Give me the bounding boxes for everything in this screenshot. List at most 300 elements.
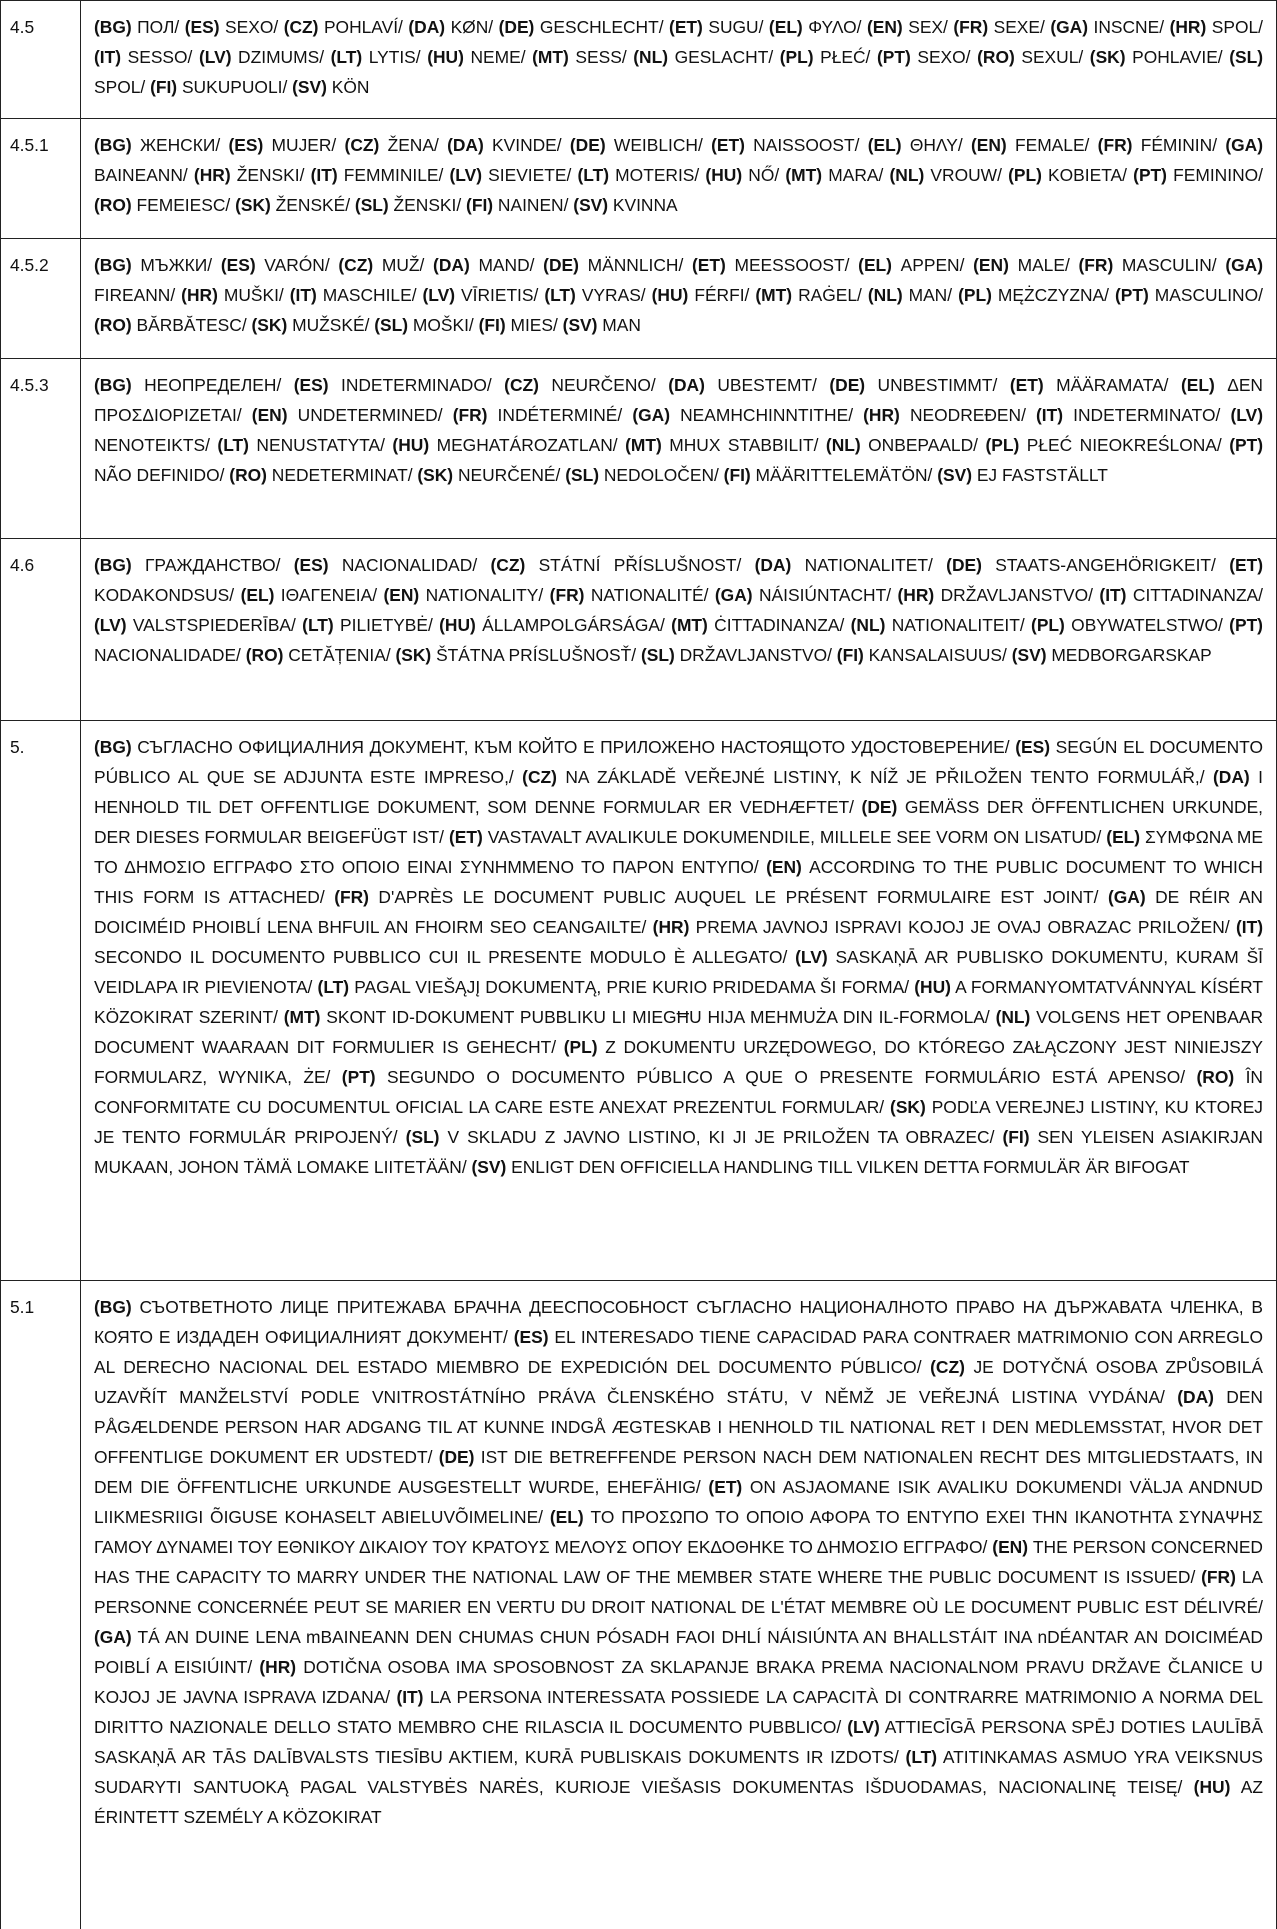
- language-code: (DE): [438, 1447, 475, 1467]
- language-segment: [374, 315, 478, 335]
- language-code: (PT): [1114, 285, 1149, 305]
- translation-text: STAATS-ANGEHÖRIGKEIT/: [981, 555, 1230, 575]
- translation-text: SESS/: [568, 47, 634, 67]
- language-code: (HR): [1169, 17, 1207, 37]
- translation-text: UNBESTIMMT/: [865, 375, 1010, 395]
- translation-text: NENOTEIKTS/: [94, 435, 218, 455]
- translation-text: INDÉTERMINÉ/: [487, 405, 633, 425]
- translation-text: NEODREĐEN/: [899, 405, 1037, 425]
- translation-text: MAN: [597, 315, 641, 335]
- row-text: [81, 119, 1277, 239]
- language-code: (IT): [1235, 917, 1263, 937]
- language-segment: [867, 17, 953, 37]
- language-segment: [217, 435, 392, 455]
- language-code: (PL): [779, 47, 814, 67]
- language-code: (HU): [1193, 1777, 1231, 1797]
- translation-text: ΑΡΡΕΝ/: [891, 255, 974, 275]
- translation-text: KANSALAISUUS/: [863, 645, 1012, 665]
- translation-text: KØN/: [445, 17, 499, 37]
- language-segment: [294, 555, 491, 575]
- translation-text: DE RÉIR AN DOICIMÉID PHOIBLÍ LENA BHFUIL AN FHOIRM SEO CEANGAILTE/: [94, 887, 1263, 937]
- translation-text: INDETERMINADO/: [328, 375, 505, 395]
- translation-text: DRŽAVLJANSTVO/: [934, 585, 1100, 605]
- language-segment: [302, 615, 439, 635]
- translation-text: SEXO/: [910, 47, 978, 67]
- language-code: (CZ): [504, 375, 539, 395]
- translation-text: FÉRFI/: [688, 285, 756, 305]
- translation-text: SEXO/: [219, 17, 284, 37]
- language-code: (ET): [711, 135, 745, 155]
- language-code: (ES): [184, 17, 220, 37]
- translation-text: ŽENSKI/: [388, 195, 467, 215]
- translation-text: AZ ÉRINTETT SZEMÉLY A KÖZOKIRAT: [94, 1777, 1263, 1827]
- language-segment: [633, 47, 780, 67]
- language-code: (SL): [374, 315, 409, 335]
- translation-text: ŽENA/: [379, 135, 448, 155]
- language-segment: [453, 405, 633, 425]
- row-number: 4.5.2: [1, 239, 81, 359]
- translation-text: NEME/: [463, 47, 533, 67]
- language-code: (PT): [1229, 615, 1263, 635]
- language-code: (LT): [544, 285, 576, 305]
- translation-text: KÖN: [326, 77, 370, 97]
- language-segment: [1031, 615, 1229, 635]
- translation-text: STÁTNÍ PŘÍSLUŠNOST/: [525, 555, 755, 575]
- language-code: (HR): [863, 405, 900, 425]
- language-segment: [705, 165, 785, 185]
- language-code: (GA): [1225, 255, 1263, 275]
- translation-text: FÉMININ/: [1132, 135, 1226, 155]
- language-code: (FI): [1002, 1127, 1030, 1147]
- language-code: (NL): [825, 435, 861, 455]
- language-segment: [1115, 285, 1263, 305]
- translation-text: A FORMANYOMTATVÁNNYAL KÍSÉRT KÖZOKIRAT SZERINT/: [94, 977, 1264, 1027]
- language-code: (FI): [466, 195, 494, 215]
- language-code: (BG): [94, 1297, 132, 1317]
- language-code: (NL): [850, 615, 886, 635]
- translation-text: NŐ/: [742, 165, 786, 185]
- language-segment: [780, 47, 877, 67]
- translation-text: VROUW/: [924, 165, 1009, 185]
- translation-text: ΣΥΜΦΩΝΑ ΜΕ ΤΟ ΔΗΜΟΣΙΟ ΕΓΓΡΑΦΟ ΣΤΟ ΟΠΟΙΟ ΕΙΝΑΙ ΣΥΝΗΜΜΕΝΟ ΤΟ ΠΑΡΟΝ ΕΝΤΥΠΟ/: [94, 827, 1264, 877]
- language-code: (EN): [383, 585, 420, 605]
- language-segment: [94, 737, 1015, 757]
- translation-text: SUKUPUOLI/: [177, 77, 293, 97]
- language-code: (PL): [563, 1037, 598, 1057]
- language-segment: [331, 47, 428, 67]
- language-segment: [252, 405, 453, 425]
- language-code: (BG): [94, 135, 132, 155]
- language-code: (RO): [94, 315, 132, 335]
- translation-text: EL INTERESADO TIENE CAPACIDAD PARA CONTRAER MATRIMONIO CON ARREGLO AL DERECHO NACIONAL DEL ESTADO MIEMBRO DE EXPEDICIÓN DEL DOCUMENTO PÚBLICO/: [94, 1327, 1263, 1377]
- language-segment: [1078, 255, 1225, 275]
- translation-text: SKONT ID-DOKUMENT PUBBLIKU LI MIEGĦU HIJA MEHMUŻA DIN IL-FORMOLA/: [320, 1007, 996, 1027]
- language-segment: [958, 285, 1115, 305]
- language-segment: [669, 17, 769, 37]
- language-segment: [292, 77, 369, 97]
- language-code: (SK): [890, 1097, 926, 1117]
- translation-text: PREMA JAVNOJ ISPRAVI KOJOJ JE OVAJ OBRAZAC PRILOŽEN/: [689, 917, 1236, 937]
- language-segment: [199, 47, 331, 67]
- language-code: (FI): [478, 315, 506, 335]
- translation-text: LA PERSONNE CONCERNÉE PEUT SE MARIER EN VERTU DU DROIT NATIONAL DE L'ÉTAT MEMBRE OÙ LE DOCUMENT PUBLIC EST DÉLIVRÉ/: [94, 1567, 1263, 1617]
- translation-text: I HENHOLD TIL DET OFFENTLIGE DOKUMENT, SOM DENNE FORMULAR ER VEDHÆFTET/: [94, 767, 1263, 817]
- language-segment: [383, 585, 549, 605]
- translation-text: MÄÄRITTELEMÄTÖN/: [750, 465, 938, 485]
- translation-text: LA PERSONA INTERESSATA POSSIEDE LA CAPACITÀ DI CONTRARRE MATRIMONIO A NORMA DEL DIRITTO NAZIONALE DELLO STATO MEMBRO CHE RILASCIA IL DOCUMENTO PUBBLICO/: [94, 1687, 1263, 1737]
- language-segment: [318, 977, 915, 997]
- language-segment: [755, 555, 947, 575]
- translation-text: ENLIGT DEN OFFICIELLA HANDLING TILL VILKEN DETTA FORMULÄR ÄR BIFOGAT: [506, 1157, 1190, 1177]
- language-code: (SV): [562, 315, 598, 335]
- language-code: (LT): [577, 165, 610, 185]
- row-number: 4.5.3: [1, 359, 81, 539]
- translation-text: SIEVIETE/: [482, 165, 578, 185]
- language-segment: [284, 17, 409, 37]
- language-code: (LV): [198, 47, 232, 67]
- language-code: (HR): [897, 585, 935, 605]
- language-code: (IT): [94, 47, 122, 67]
- language-segment: [1133, 165, 1263, 185]
- language-segment: [94, 135, 228, 155]
- language-code: (HR): [259, 1657, 297, 1677]
- language-code: (ES): [1015, 737, 1050, 757]
- translation-text: CITTADINANZA/: [1126, 585, 1263, 605]
- language-code: (DA): [433, 255, 470, 275]
- translation-text: СЪГЛАСНО ОФИЦИАЛНИЯ ДОКУМЕНТ, КЪМ КОЙТО Е ПРИЛОЖЕНО НАСТОЯЩОТО УДОСТОВЕРЕНИЕ/: [131, 737, 1016, 757]
- language-segment: [973, 255, 1078, 275]
- language-code: (EN): [973, 255, 1009, 275]
- language-segment: [625, 435, 826, 455]
- language-segment: [355, 195, 466, 215]
- language-code: (DA): [447, 135, 484, 155]
- translation-text: VYRAS/: [575, 285, 652, 305]
- language-segment: [1099, 585, 1263, 605]
- translation-text: ON ASJAOMANE ISIK AVALIKU DOKUMENDI VÄLJA ANDNUD LIIKMESRIIGI ÕIGUSE KOHASELT ABIELUVÕIMELINE/: [94, 1477, 1263, 1527]
- translation-text: MAND/: [469, 255, 544, 275]
- language-code: (SL): [1229, 47, 1264, 67]
- language-segment: [94, 255, 221, 275]
- language-code: (EL): [1180, 375, 1215, 395]
- language-code: (PL): [1031, 615, 1065, 635]
- translation-text: НЕОПРЕДЕЛЕН/: [131, 375, 294, 395]
- language-segment: [150, 77, 292, 97]
- translation-text: ΙΘΑΓΕΝΕΙΑ/: [274, 585, 384, 605]
- language-code: (PT): [341, 1067, 376, 1087]
- translation-text: DRŽAVLJANSTVO/: [674, 645, 837, 665]
- language-code: (GA): [714, 585, 753, 605]
- translation-text: TÁ AN DUINE LENA mBAINEANN DEN CHUMAS CHUN PÓSADH FAOI DHLÍ NÁISIÚNTA AN BHALLSTÁIT INA nDÉANTAR AN DOICIMÉAD POIBLÍ A EISIÚINT/: [94, 1627, 1263, 1677]
- language-code: (PL): [1008, 165, 1042, 185]
- form-row-5-1: [1, 1281, 1277, 1929]
- translation-text: THE PERSON CONCERNED HAS THE CAPACITY TO MARRY UNDER THE NATIONAL LAW OF THE MEMBER STATE WHERE THE PUBLIC DOCUMENT IS ISSUED/: [94, 1537, 1263, 1587]
- language-code: (DA): [1177, 1387, 1214, 1407]
- language-segment: [94, 315, 252, 335]
- language-code: (BG): [94, 375, 132, 395]
- row-number: 5.1: [1, 1281, 81, 1929]
- row-text: [81, 539, 1277, 721]
- language-code: (BG): [94, 17, 132, 37]
- language-code: (EN): [992, 1537, 1029, 1557]
- row-text: [81, 1, 1277, 119]
- translation-text: D'APRÈS LE DOCUMENT PUBLIC AUQUEL LE PRÉSENT FORMULAIRE EST JOINT/: [368, 887, 1108, 907]
- translation-text: PODĽA VEREJNEJ LISTINY, KU KTOREJ JE TENTO FORMULÁR PRIPOJENÝ/: [94, 1097, 1263, 1147]
- translation-text: NATIONALITÉ/: [584, 585, 715, 605]
- language-segment: [1050, 17, 1169, 37]
- translation-text: MEESSOOST/: [725, 255, 859, 275]
- language-segment: [504, 375, 668, 395]
- language-code: (NL): [867, 285, 903, 305]
- language-segment: [392, 435, 625, 455]
- language-code: (DA): [1213, 767, 1250, 787]
- translation-text: FEMMINILE/: [337, 165, 450, 185]
- translation-text: SEXUL/: [1014, 47, 1090, 67]
- language-code: (LV): [449, 165, 483, 185]
- translation-text: GESCHLECHT/: [534, 17, 670, 37]
- language-code: (IT): [310, 165, 338, 185]
- language-segment: [94, 17, 185, 37]
- translation-text: SEXE/: [988, 17, 1051, 37]
- language-code: (LT): [217, 435, 249, 455]
- language-code: (SK): [1089, 47, 1126, 67]
- form-row-4-5: [1, 1, 1277, 119]
- translation-text: MUŽ/: [373, 255, 434, 275]
- language-code: (SV): [292, 77, 327, 97]
- language-code: (SL): [565, 465, 600, 485]
- translation-text: DOTIČNA OSOBA IMA SPOSOBNOST ZA SKLAPANJE BRAKA PREMA NACIONALNOM PRAVU DRŽAVE ČLANICE U KOJOJ JE JAVNA ISPRAVA IZDANA/: [94, 1657, 1263, 1707]
- translation-text: PŁEĆ NIEOKREŚLONA/: [1019, 435, 1230, 455]
- language-code: (ES): [293, 555, 329, 575]
- language-segment: [755, 285, 867, 305]
- language-code: (DE): [829, 375, 866, 395]
- language-segment: [671, 615, 850, 635]
- language-code: (LV): [94, 615, 127, 635]
- language-code: (FI): [836, 645, 864, 665]
- language-code: (EL): [858, 255, 892, 275]
- translation-text: GESLACHT/: [668, 47, 780, 67]
- language-code: (PL): [985, 435, 1020, 455]
- translation-text: NAINEN/: [493, 195, 574, 215]
- translation-text: SECONDO IL DOCUMENTO PUBBLICO CUI IL PRESENTE MODULO È ALLEGATO/: [94, 947, 796, 967]
- language-segment: [94, 555, 294, 575]
- language-code: (CZ): [283, 17, 319, 37]
- language-code: (DE): [569, 135, 606, 155]
- language-code: (EL): [240, 585, 275, 605]
- language-code: (RO): [1196, 1067, 1235, 1087]
- translation-text: MARA/: [822, 165, 890, 185]
- translation-text: NEURČENO/: [538, 375, 669, 395]
- language-code: (ET): [1009, 375, 1044, 395]
- language-code: (SL): [640, 645, 675, 665]
- language-segment: [724, 465, 938, 485]
- translation-text: Z DOKUMENTU URZĘDOWEGO, DO KTÓREGO ZAŁĄCZONY JEST NINIEJSZY FORMULARZ, WYNIKA, ŻE/: [94, 1037, 1263, 1087]
- translation-text: ПОЛ/: [131, 17, 185, 37]
- translation-text: VARÓN/: [255, 255, 339, 275]
- translation-text: MHUX STABBILIT/: [661, 435, 826, 455]
- translation-text: ONBEPAALD/: [860, 435, 986, 455]
- language-code: (PT): [876, 47, 911, 67]
- language-code: (SV): [471, 1157, 507, 1177]
- language-segment: [570, 135, 711, 155]
- translation-text: GEMÄSS DER ÖFFENTLICHEN URKUNDE, DER DIESES FORMULAR BEIGEFÜGT IST/: [94, 797, 1263, 847]
- language-code: (IT): [1036, 405, 1064, 425]
- translation-text: NACIONALIDADE/: [94, 645, 246, 665]
- language-code: (NL): [995, 1007, 1031, 1027]
- language-code: (FR): [1097, 135, 1133, 155]
- language-segment: [711, 135, 868, 155]
- language-segment: [427, 47, 532, 67]
- translation-text: МЪЖКИ/: [131, 255, 221, 275]
- language-code: (MT): [671, 615, 708, 635]
- language-code: (SV): [1011, 645, 1047, 665]
- language-segment: [185, 17, 284, 37]
- language-segment: [228, 135, 344, 155]
- language-code: (BG): [94, 255, 132, 275]
- language-segment: [284, 1007, 996, 1027]
- language-segment: [785, 165, 889, 185]
- language-segment: [858, 255, 973, 275]
- translation-text: PAGAL VIEŠĄJĮ DOKUMENTĄ, PRIE KURIO PRIDEDAMA ŠI FORMA/: [349, 977, 915, 997]
- language-code: (IT): [289, 285, 317, 305]
- language-code: (FR): [1078, 255, 1114, 275]
- language-segment: [449, 827, 1106, 847]
- language-code: (HU): [427, 47, 464, 67]
- translation-text: VASTAVALT AVALIKULE DOKUMENDILE, MILLELE SEE VORM ON LISATUD/: [482, 827, 1107, 847]
- language-code: (FI): [723, 465, 751, 485]
- translation-text: ΤΟ ΠΡΟΣΩΠΟ ΤΟ ΟΠΟΙΟ ΑΦΟΡΑ ΤΟ ΕΝΤΥΠΟ ΕΧΕΙ ΤΗΝ ΙΚΑΝΟΤΗΤΑ ΣΥΝΑΨΗΣ ΓΑΜΟΥ ΔΥΝΑΜΕΙ ΤΟΥ ΕΘΝΙΚΟΥ ΔΙΚΑΙΟΥ ΤΟΥ ΚΡΑΤΟΥΣ ΜΕΛΟΥΣ ΟΠΟΥ ΕΚΔΟΘΗΚΕ ΤΟ ΔΗΜΟΣΙΟ ΕΓΓΡΑΦΟ/: [94, 1507, 1263, 1557]
- translation-text: NATIONALITEIT/: [885, 615, 1032, 635]
- language-code: (RO): [94, 195, 132, 215]
- translation-text: ĊITTADINANZA/: [707, 615, 851, 635]
- language-code: (FR): [334, 887, 369, 907]
- language-code: (DA): [754, 555, 792, 575]
- language-segment: [229, 465, 417, 485]
- translation-text: SPOL/: [1206, 17, 1263, 37]
- language-code: (GA): [632, 405, 670, 425]
- translation-text: VALSTSPIEDERĪBA/: [126, 615, 303, 635]
- language-code: (MT): [785, 165, 823, 185]
- row-number: 5.: [1, 721, 81, 1281]
- translation-text: NAISSOOST/: [744, 135, 868, 155]
- language-code: (DA): [668, 375, 705, 395]
- translation-text: SEX/: [902, 17, 954, 37]
- translation-text: DEN PÅGÆLDENDE PERSON HAR ADGANG TIL AT KUNNE INDGÅ ÆGTESKAB I HENHOLD TIL NATIONAL RET I DEN MEDLEMSSTAT, HVOR DET OFFENTLIGE DOKUMENT ER UDSTEDT/: [94, 1387, 1263, 1467]
- translation-text: OBYWATELSTWO/: [1064, 615, 1230, 635]
- language-segment: [837, 645, 1012, 665]
- language-code: (IT): [1099, 585, 1127, 605]
- translation-text: CETĂȚENIA/: [283, 645, 396, 665]
- language-code: (FI): [150, 77, 178, 97]
- language-segment: [641, 645, 837, 665]
- language-code: (FR): [953, 17, 989, 37]
- language-code: (FR): [452, 405, 488, 425]
- language-code: (LV): [1230, 405, 1263, 425]
- language-code: (ET): [448, 827, 483, 847]
- language-code: (RO): [229, 465, 267, 485]
- translation-text: WEIBLICH/: [605, 135, 712, 155]
- language-code: (HR): [181, 285, 218, 305]
- language-segment: [94, 615, 302, 635]
- translation-text: SEGUNDO O DOCUMENTO PÚBLICO A QUE O PRESENTE FORMULÁRIO ESTÁ APENSO/: [375, 1067, 1197, 1087]
- translation-text: ЖЕНСКИ/: [131, 135, 229, 155]
- language-code: (RO): [977, 47, 1015, 67]
- language-code: (EN): [251, 405, 288, 425]
- translation-text: ŠTÁTNA PRÍSLUŠNOSŤ/: [431, 645, 641, 665]
- language-code: (LT): [302, 615, 334, 635]
- language-segment: [668, 375, 829, 395]
- translation-text: KVINNA: [608, 195, 678, 215]
- form-row-4-5-3: [1, 359, 1277, 539]
- translation-text: ACCORDING TO THE PUBLIC DOCUMENT TO WHICH THIS FORM IS ATTACHED/: [94, 857, 1263, 907]
- translation-text: FIREANN/: [94, 285, 182, 305]
- language-segment: [311, 165, 450, 185]
- language-segment: [715, 585, 898, 605]
- language-code: (HR): [193, 165, 231, 185]
- language-segment: [577, 165, 705, 185]
- language-code: (ES): [228, 135, 264, 155]
- language-code: (SK): [251, 315, 288, 335]
- translation-text: ΦΥΛΟ/: [802, 17, 867, 37]
- language-segment: [1098, 135, 1226, 155]
- translation-text: NATIONALITET/: [791, 555, 947, 575]
- language-segment: [334, 887, 1108, 907]
- translation-text: ΔΕΝ ΠΡΟΣΔΙΟΡΙΖΕΤΑΙ/: [94, 375, 1263, 425]
- language-code: (GA): [1050, 17, 1089, 37]
- row-number: 4.5: [1, 1, 81, 119]
- language-segment: [342, 1067, 1197, 1087]
- translation-text: KVINDE/: [483, 135, 570, 155]
- language-segment: [235, 195, 355, 215]
- translation-text: NENUSTATYTA/: [248, 435, 393, 455]
- form-row-4-5-2: [1, 239, 1277, 359]
- language-code: (RO): [245, 645, 284, 665]
- language-segment: [447, 135, 570, 155]
- language-segment: [971, 135, 1098, 155]
- translation-text: POHLAVÍ/: [318, 17, 409, 37]
- language-code: (SV): [937, 465, 972, 485]
- language-segment: [946, 555, 1229, 575]
- language-segment: [829, 375, 1009, 395]
- language-code: (CZ): [344, 135, 380, 155]
- translation-text: KODAKONDSUS/: [94, 585, 241, 605]
- row-number: 4.6: [1, 539, 81, 721]
- translation-text: SEN YLEISEN ASIAKIRJAN MUKAAN, JOHON TÄMÄ LOMAKE LIITETÄÄN/: [94, 1127, 1263, 1177]
- translation-text: DZIMUMS/: [231, 47, 331, 67]
- language-segment: [94, 375, 294, 395]
- language-segment: [408, 17, 498, 37]
- translation-text: ATTIECĪGĀ PERSONA SPĒJ DOTIES LAULĪBĀ SASKAŅĀ AR TĀS DALĪBVALSTS TIESĪBU AKTIEM, KURĀ PUBLISKAIS DOKUMENTS IR IZDOTS/: [94, 1717, 1263, 1767]
- language-code: (LT): [330, 47, 363, 67]
- translation-text: KOBIETA/: [1041, 165, 1134, 185]
- language-segment: [450, 165, 578, 185]
- language-code: (FR): [1201, 1567, 1236, 1587]
- language-code: (EL): [768, 17, 803, 37]
- language-code: (SV): [573, 195, 609, 215]
- translation-text: NEDOLOČEN/: [599, 465, 724, 485]
- translation-text: V SKLADU Z JAVNO LISTINO, KI JI JE PRILOŽEN TA OBRAZEC/: [439, 1127, 1003, 1147]
- translation-text: MASCULINO/: [1148, 285, 1263, 305]
- language-code: (CZ): [930, 1357, 965, 1377]
- language-segment: [1010, 375, 1181, 395]
- translation-text: INSCNE/: [1088, 17, 1170, 37]
- translation-text: ΘΗΛΥ/: [901, 135, 971, 155]
- language-code: (DE): [543, 255, 579, 275]
- language-segment: [221, 255, 339, 275]
- form-row-4-5-1: [1, 119, 1277, 239]
- language-code: (LV): [795, 947, 828, 967]
- language-code: (EN): [866, 17, 903, 37]
- form-row-4-6: [1, 539, 1277, 721]
